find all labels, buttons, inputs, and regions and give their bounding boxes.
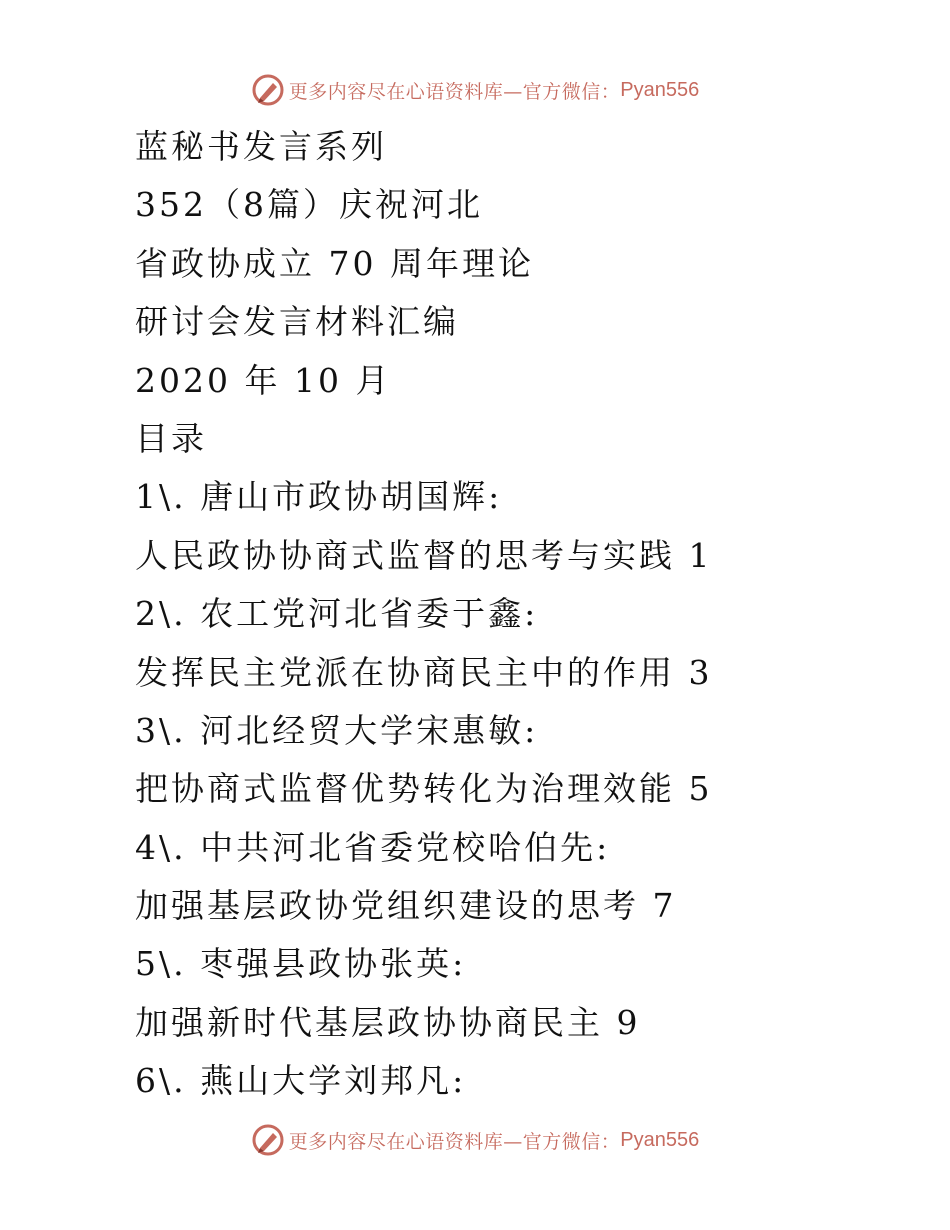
toc-entry-author: 1\. 唐山市政协胡国辉: [135,477,503,517]
doc-title-line-1: 352（8篇）庆祝河北 [135,185,483,225]
toc-entry-author: 4\. 中共河北省委党校哈伯先: [135,827,611,867]
toc-entry-title: 把协商式监督优势转化为治理效能 5 [135,769,713,809]
watermark-text: 更多内容尽在心语资料库—官方微信： [288,80,621,103]
toc-entry-title: 人民政协协商式监督的思考与实践 1 [135,535,713,575]
toc-entry-author: 3\. 河北经贸大学宋惠敏: [135,710,539,750]
pen-logo-icon [251,73,285,107]
doc-series-title: 蓝秘书发言系列 [135,127,387,166]
watermark-id: Pyan556 [620,78,700,101]
header-watermark [0,70,950,110]
toc-entry-author: 6\. 燕山大学刘邦凡: [135,1061,467,1101]
toc-entry-author: 2\. 农工党河北省委于鑫: [135,594,539,634]
doc-title-line-2: 省政协成立 70 周年理论 [135,243,534,283]
watermark-text: 更多内容尽在心语资料库—官方微信： [288,1130,621,1153]
toc-entry-title: 加强新时代基层政协协商民主 9 [135,1002,641,1042]
toc-entry-title: 加强基层政协党组织建设的思考 7 [135,886,677,926]
footer-watermark [0,1120,950,1160]
toc-entry-author: 5\. 枣强县政协张英: [135,944,467,984]
doc-date: 2020 年 10 月 [135,360,392,400]
toc-entry-title: 发挥民主党派在协商民主中的作用 3 [135,652,713,692]
toc-heading: 目录 [135,418,207,458]
watermark-id: Pyan556 [620,1128,700,1151]
document-body [135,118,915,1111]
doc-title-line-3: 研讨会发言材料汇编 [135,302,459,342]
pen-logo-icon [251,1123,285,1157]
